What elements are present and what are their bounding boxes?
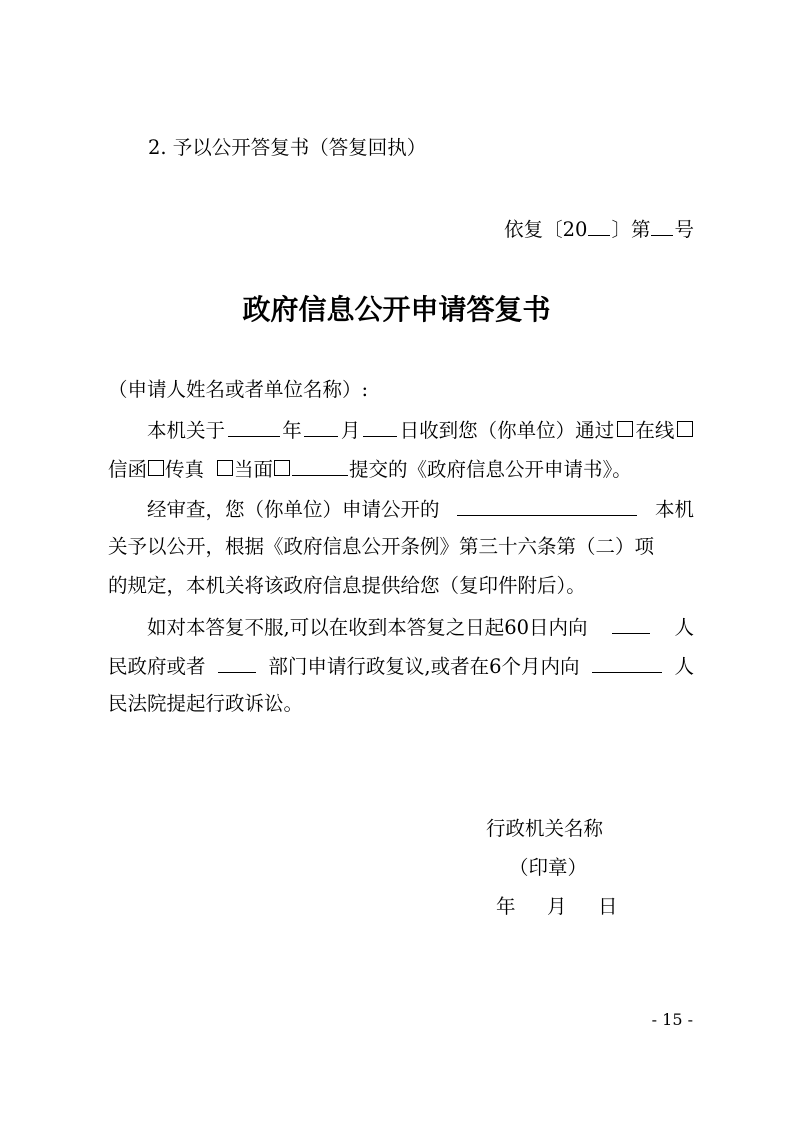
para3-text-d: 部门申请行政复议,或者在6个月内向 bbox=[268, 655, 580, 678]
salutation: （申请人姓名或者单位名称）: bbox=[108, 378, 369, 401]
reference-number bbox=[504, 214, 694, 242]
section-heading: 2. 予以公开答复书（答复回执） bbox=[148, 136, 427, 159]
requested-info-blank bbox=[457, 496, 637, 516]
para2-line2 bbox=[108, 535, 694, 559]
in-person-checkbox[interactable] bbox=[217, 460, 233, 476]
department-blank bbox=[218, 653, 256, 673]
government-blank bbox=[612, 614, 650, 634]
other-method-blank bbox=[292, 456, 348, 476]
ref-prefix: 依复〔20 bbox=[504, 218, 588, 241]
letter-checkbox[interactable] bbox=[677, 421, 693, 437]
para3-text-line3: 民法院提起行政诉讼。 bbox=[108, 692, 304, 715]
seal-label: （印章） bbox=[509, 856, 588, 879]
para1-text-f: 信函 bbox=[108, 458, 148, 481]
document-title: 政府信息公开申请答复书 bbox=[242, 293, 551, 326]
fax-checkbox[interactable] bbox=[148, 460, 164, 476]
para1-text-d: 日收到您（你单位）通过 bbox=[399, 419, 615, 442]
agency-name-label: 行政机关名称 bbox=[486, 817, 604, 840]
para2-text-a: 经审查，您（你单位）申请公开的 bbox=[147, 498, 440, 521]
para3-text-e: 人 bbox=[674, 655, 694, 678]
para2-text-line3: 的规定，本机关将该政府信息提供给您（复印件附后）。 bbox=[108, 574, 586, 597]
court-blank bbox=[592, 653, 662, 673]
para2-line3 bbox=[108, 574, 694, 598]
para3-text-c: 民政府或者 bbox=[108, 655, 206, 678]
para1-text-a: 本机关于 bbox=[147, 419, 226, 442]
ref-number-blank bbox=[651, 216, 673, 236]
para1-line1 bbox=[147, 417, 694, 443]
para3-text-b: 人 bbox=[674, 616, 694, 639]
day-blank bbox=[363, 417, 397, 437]
page-number: - 15 - bbox=[651, 1010, 693, 1029]
para2-text-line2: 关予以公开，根据《政府信息公开条例》第三十六条第（二）项 bbox=[108, 535, 655, 558]
para2-line1 bbox=[147, 496, 694, 522]
para1-text-g: 传真 bbox=[165, 458, 205, 481]
month-blank bbox=[304, 417, 338, 437]
para1-text-i: 提交的《政府信息公开申请书》。 bbox=[349, 458, 632, 481]
year-blank bbox=[228, 417, 280, 437]
date-label: 年 月 日 bbox=[496, 895, 624, 918]
other-checkbox[interactable] bbox=[274, 460, 290, 476]
ref-year-blank bbox=[588, 216, 610, 236]
para3-line1 bbox=[147, 614, 694, 640]
para3-text-a: 如对本答复不服,可以在收到本答复之日起60日内向 bbox=[147, 616, 588, 639]
ref-mid: 〕第 bbox=[611, 218, 651, 241]
para1-text-h: 当面 bbox=[234, 458, 274, 481]
para1-text-c: 月 bbox=[340, 419, 361, 442]
para3-line3 bbox=[108, 692, 694, 716]
para3-line2 bbox=[108, 653, 694, 679]
para1-text-e: 在线 bbox=[635, 419, 675, 442]
online-checkbox[interactable] bbox=[617, 421, 633, 437]
ref-suffix: 号 bbox=[674, 218, 694, 241]
para1-text-b: 年 bbox=[282, 419, 302, 442]
para1-line2 bbox=[108, 456, 694, 482]
para2-text-b: 本机 bbox=[654, 498, 694, 521]
